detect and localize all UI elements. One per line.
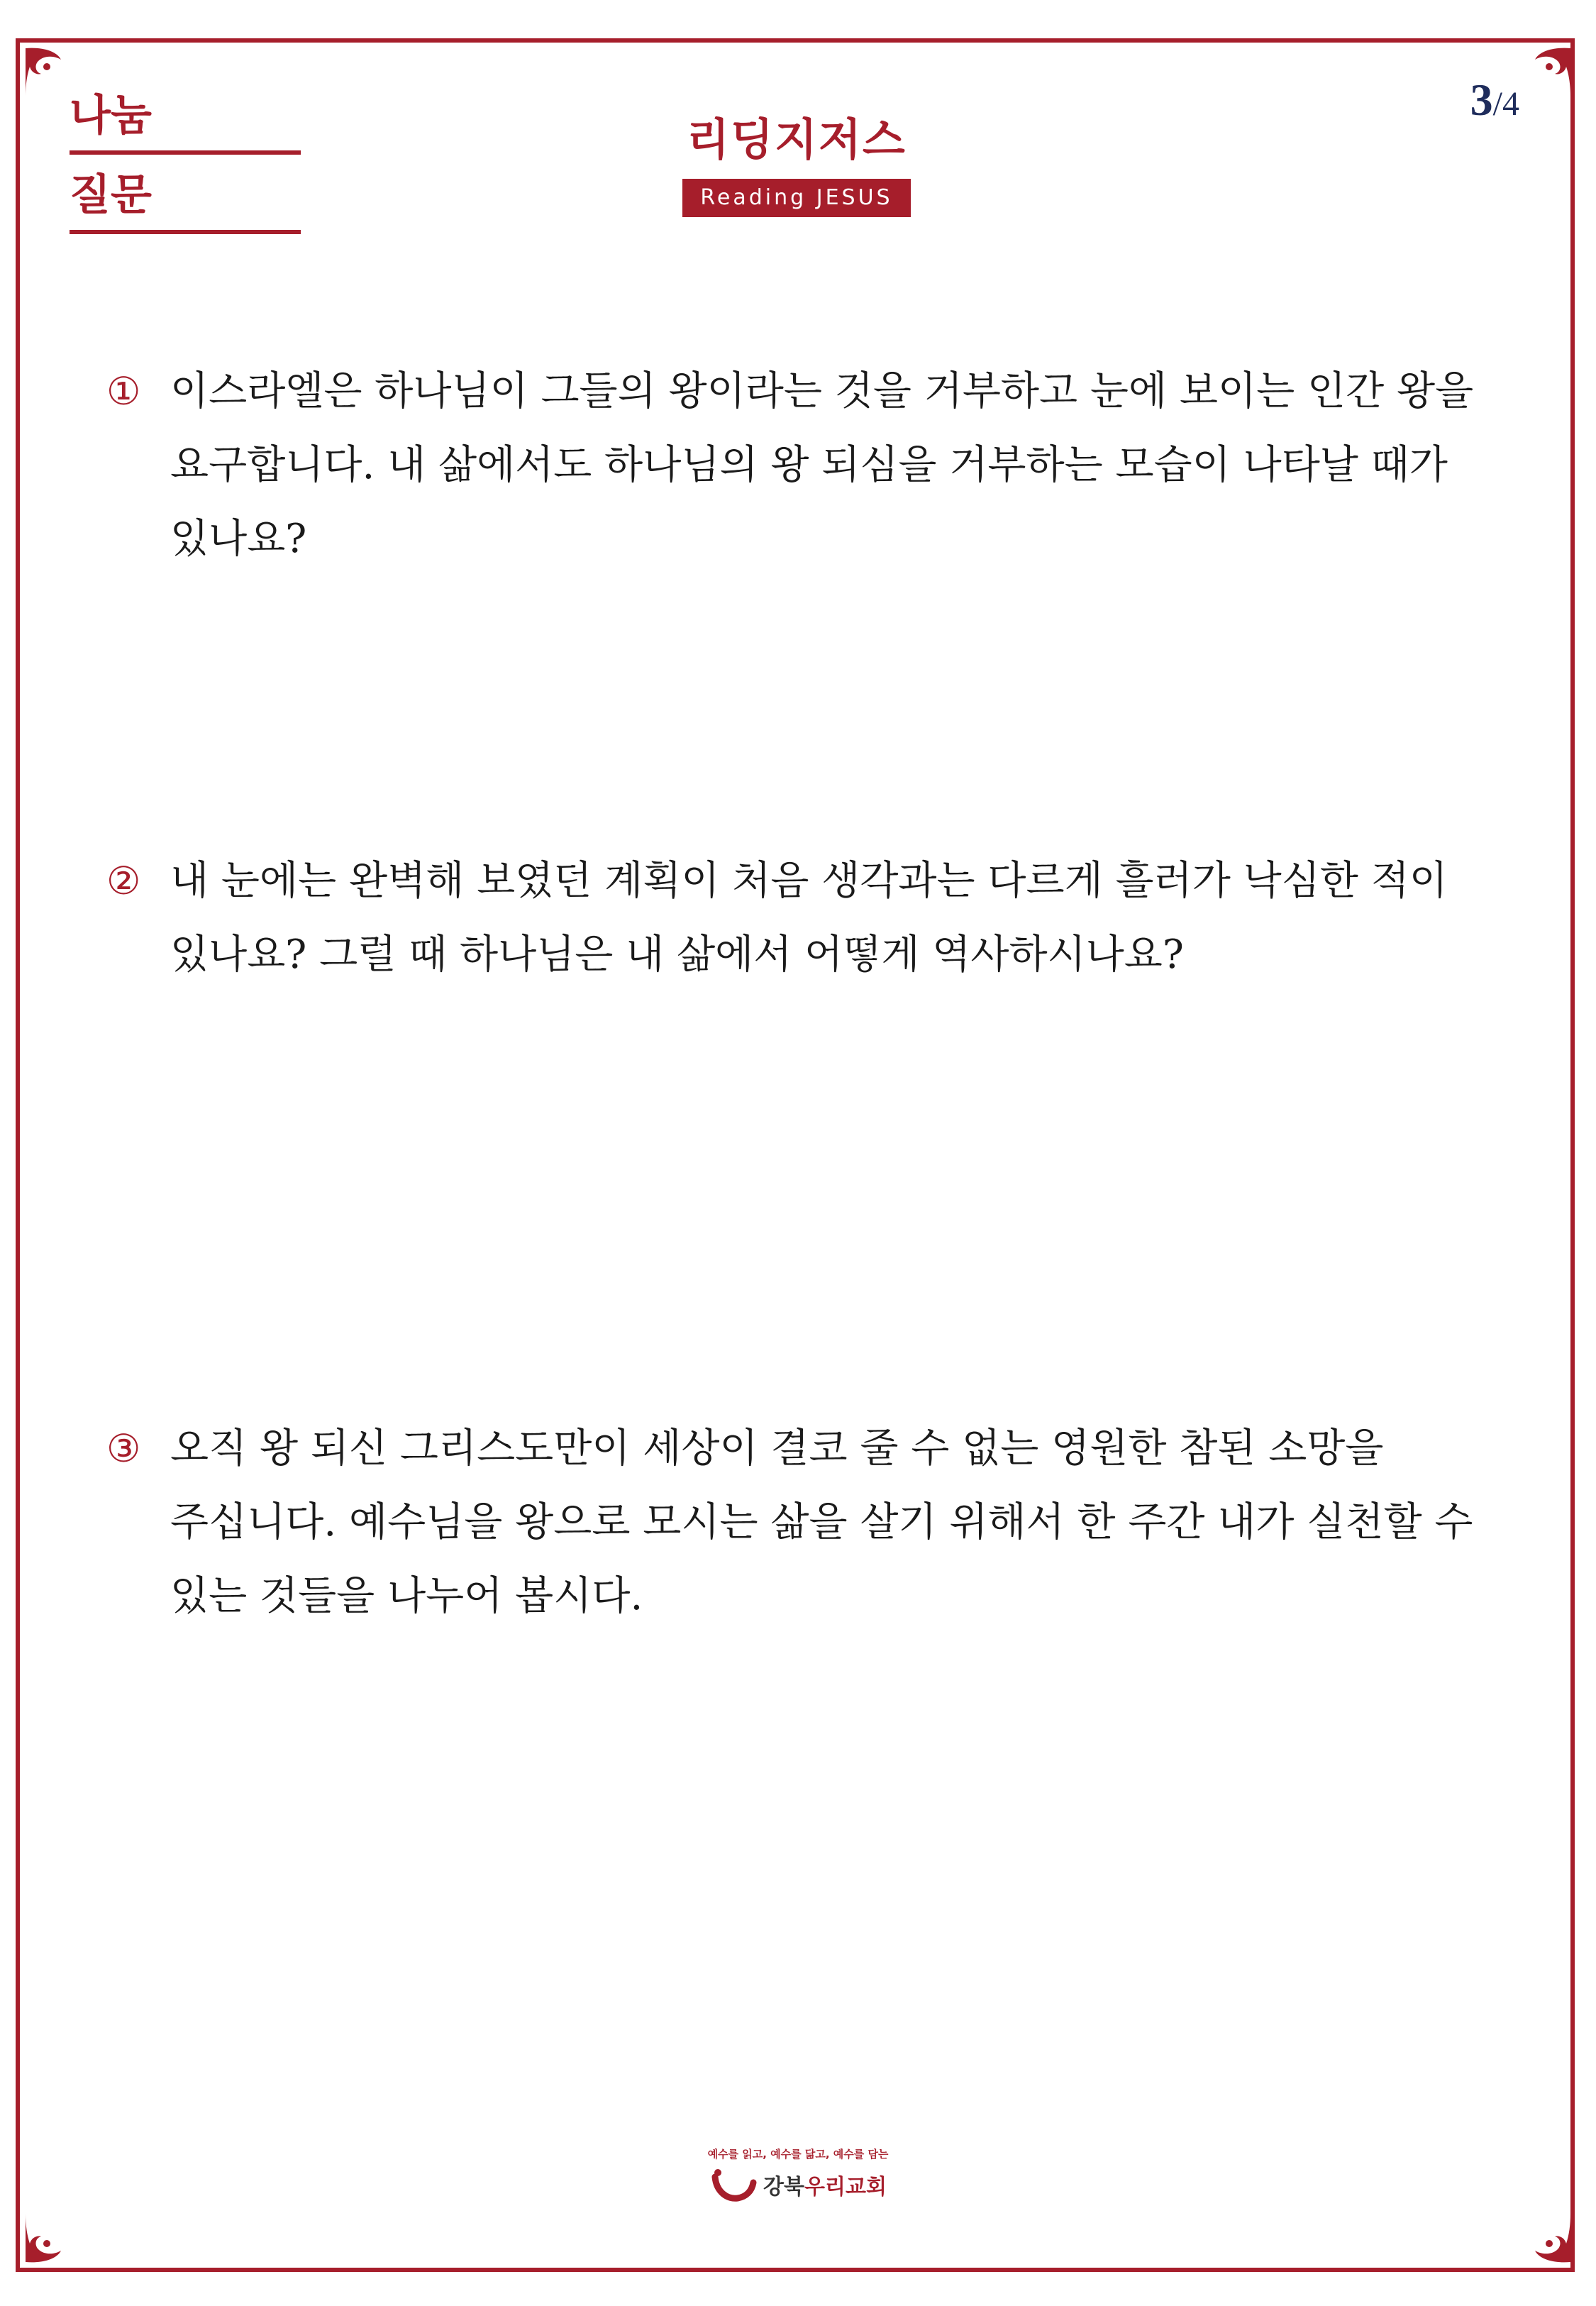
corner-ornament-icon xyxy=(21,2210,78,2266)
church-prefix: 강북 xyxy=(763,2175,805,2200)
brand-logo xyxy=(682,112,911,217)
section-title-line2: 질문 xyxy=(70,170,301,234)
question-item xyxy=(106,844,1497,992)
question-item xyxy=(106,1412,1497,1633)
brand-english: Reading JESUS xyxy=(682,179,911,217)
church-name xyxy=(763,2169,887,2200)
church-logo-icon xyxy=(709,2167,759,2202)
question-number: ① xyxy=(106,369,141,414)
church-logo xyxy=(692,2167,904,2202)
church-tagline: 예수를 읽고, 예수를 닮고, 예수를 담는 xyxy=(707,2148,889,2161)
corner-ornament-icon xyxy=(1518,44,1575,101)
page-current: 3 xyxy=(1470,75,1493,125)
corner-ornament-icon xyxy=(1518,2210,1575,2266)
question-text: 내 눈에는 완벽해 보였던 계획이 처음 생각과는 다르게 흘러가 낙심한 적이 있나요? 그럴 때 하나님은 내 삶에서 어떻게 역사하시나요? xyxy=(170,858,1448,978)
church-footer xyxy=(692,2146,904,2202)
question-number: ③ xyxy=(106,1426,141,1471)
page-separator: / xyxy=(1492,85,1502,123)
church-name-main: 우리교회 xyxy=(804,2175,887,2200)
section-title xyxy=(70,91,301,234)
page-total: 4 xyxy=(1502,85,1519,123)
page-number xyxy=(1470,74,1519,126)
question-number: ② xyxy=(106,859,141,903)
question-text: 오직 왕 되신 그리스도만이 세상이 결코 줄 수 없는 영원한 참된 소망을 주십니다. 예수님을 왕으로 모시는 삶을 살기 위해서 한 주간 내가 실천할 수 있는 것들을 나누어 봅시다. xyxy=(170,1425,1473,1619)
question-item xyxy=(106,355,1497,576)
question-text: 이스라엘은 하나님이 그들의 왕이라는 것을 거부하고 눈에 보이는 인간 왕을 요구합니다. 내 삶에서도 하나님의 왕 되심을 거부하는 모습이 나타날 때가 있나요? xyxy=(170,368,1474,562)
brand-korean: 리딩지저스 xyxy=(687,114,907,165)
section-title-line1: 나눔 xyxy=(70,91,301,155)
